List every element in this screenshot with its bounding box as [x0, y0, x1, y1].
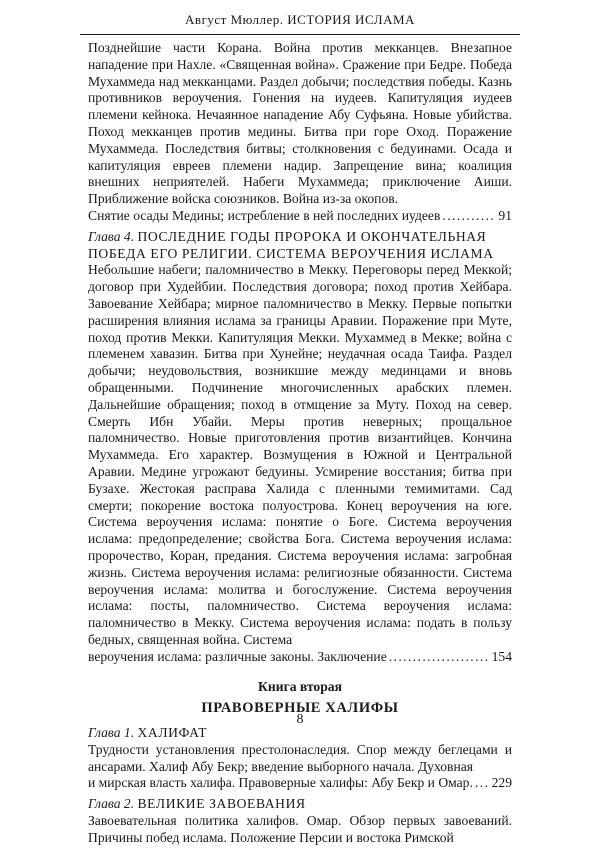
- chapter-title: ПОСЛЕДНИЕ ГОДЫ ПРОРОКА И ОКОНЧАТЕЛЬНАЯ ПОБЕДА ЕГО РЕЛИГИИ. СИСТЕМА ВЕРОУЧЕНИЯ ИСЛАМА: [88, 228, 494, 261]
- toc-entry-chapter-1: [88, 725, 512, 792]
- chapter-title: ВЕЛИКИЕ ЗАВОЕВАНИЯ: [137, 796, 306, 812]
- header-rule: [80, 34, 520, 35]
- chapter-heading: [88, 229, 512, 263]
- dot-leader: [442, 208, 496, 225]
- toc-entry-chapter-4: [88, 229, 512, 666]
- entry-text: Трудности установления престолонаследия. Спор между беглецами и ансарами. Халиф Абу Бекр; введение выборного начала. Духовная: [88, 741, 512, 774]
- running-header: Август Мюллер. ИСТОРИЯ ИСЛАМА: [185, 12, 415, 27]
- chapter-label: Глава 4.: [88, 228, 135, 244]
- entry-last-line: [88, 208, 512, 225]
- book-title: ПРАВОВЕРНЫЕ ХАЛИФЫ: [201, 700, 399, 717]
- entry-last-text: вероучения ислама: различные законы. Заключение: [88, 648, 387, 664]
- chapter-heading: [88, 796, 512, 813]
- chapter-label: Глава 1.: [88, 725, 135, 741]
- page-ref: 91: [498, 207, 512, 223]
- page-ref: 229: [491, 775, 512, 791]
- book-label: Книга вторая: [258, 679, 342, 695]
- entry-text: Завоевательная политика халифов. Омар. Обзор первых завоеваний. Причины побед ислама. Положение Персии и востока Римской: [88, 813, 512, 845]
- table-of-contents: [88, 40, 512, 850]
- entry-last-line: [88, 775, 512, 792]
- chapter-label: Глава 2.: [88, 796, 135, 812]
- toc-entry-chapter-2: [88, 796, 512, 846]
- dot-leader: [475, 775, 490, 792]
- entry-last-text: Снятие осады Медины; истребление в ней последних иудеев: [88, 207, 441, 223]
- dot-leader: [389, 649, 490, 666]
- entry-last-line: [88, 649, 512, 666]
- page-number: 8: [296, 712, 304, 727]
- page-ref: 154: [491, 648, 512, 664]
- entry-text: Небольшие набеги; паломничество в Мекку. Переговоры перед Меккой; договор при Худейбии. Последствия договора; поход против Хейбара. Завоевание Хейбара; мирное паломничество в Мекку. Первые попытки расширения влияния ислама за границы Аравии. Поражение при Муте, поход против Мекки. Капитуляция Мекки. Мухаммед в Мекке; война с племенем хавазин. Битва при Хунейне; неудачная осада Таифа. Раздел добычи; неудовольствия, возникшие между мединцами и вновь обращенными. Подчинение многочисленных арабских племен. Дальнейшие обращения; поход в отмщение за Муту. Поход на север. Смерть Ибн Убайи. Меры против неверных; прощальное паломничество. Новые приготовления против византийцев. Кончина Мухаммеда. Его характер. Возмущения в Южной и Центральной Аравии. Медине угрожают бедуины. Усмирение восстания; битва при Бузахе. Жестокая расправа Халида с пленными темимитами. Сад смерти; покорение востока полуострова. Конец вероучения на юге. Система вероучения ислама: понятие о Боге. Система вероучения ислама: предопределение; свойства Бога. Система вероучения ислама: пророчество, Коран, предания. Система вероучения ислама: загробная жизнь. Система вероучения ислама: религиозные обязанности. Система вероучения ислама: молитва и богослужение. Система вероучения ислама: посты, паломничество. Система вероучения ислама: паломничество в Мекку. Система вероучения ислама: подать в пользу бедных, священная война. Система: [88, 262, 512, 647]
- entry-last-text: и мирская власть халифа. Правоверные халифы: Абу Бекр и Омар.: [88, 775, 473, 791]
- toc-entry-intro: [88, 40, 512, 225]
- chapter-title: ХАЛИФАТ: [137, 725, 208, 741]
- entry-text: Позднейшие части Корана. Война против мекканцев. Внезапное нападение при Нахле. «Священная война». Сражение при Бедре. Победа Мухаммеда над мекканцами. Раздел добычи; последствия победы. Казнь противников вероучения. Гонения на иудеев. Капитуляция иудеев племени кейнока. Нечаянное нападение Абу Суфьяна. Новые убийства. Поход мекканцев против медины. Битва при горе Оход. Поражение Мухаммеда. Последствия битвы; столкновения с бедуинами. Осада и капитуляция евреев племени надир. Запрещение вина; коалиция внешних неприятелей. Набеги Мухаммеда; приключение Аиши. Приближение войска союзников. Война из-за окопов.: [88, 40, 512, 207]
